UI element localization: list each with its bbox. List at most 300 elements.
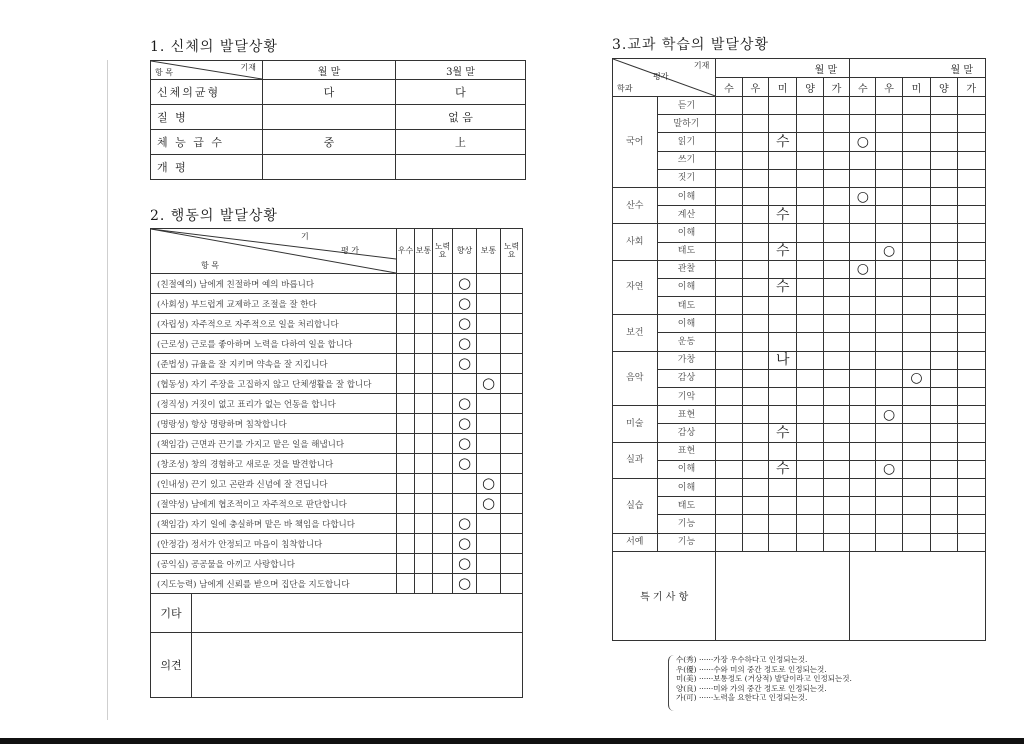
grade-cell [769, 260, 797, 278]
grade-cell [876, 169, 902, 187]
grade-cell [931, 97, 957, 115]
grade-cell [876, 442, 902, 460]
etc-label: 기타 [151, 594, 192, 632]
grade-cell [769, 369, 797, 387]
grade-cell [931, 333, 957, 351]
legend-line: 우(優) ······수와 미의 중간 정도로 인정되는것. [676, 664, 827, 674]
grade-cell [716, 497, 742, 515]
behavior-eval-cell [477, 454, 501, 474]
grade-cell [876, 297, 902, 315]
grade-cell [931, 388, 957, 406]
grade-cell [876, 187, 902, 205]
circle-mark-icon: ○ [481, 494, 496, 512]
behavior-eval-cell [453, 434, 477, 454]
grade-cell [769, 533, 797, 551]
subject-row [613, 442, 986, 460]
grade-cell [823, 388, 849, 406]
behavior-eval-cell [477, 474, 501, 494]
behavior-eval-cell [501, 354, 523, 374]
grade-cell [742, 206, 768, 224]
grade-cell [876, 478, 902, 496]
grade-cell [850, 151, 876, 169]
grade-cell [797, 478, 823, 496]
grade-cell [769, 133, 797, 151]
behavior-eval-cell [453, 574, 477, 594]
section2-corner-cell: 기 평 가 항 목 [151, 229, 397, 274]
grade-cell [931, 497, 957, 515]
behavior-eval-cell [433, 494, 453, 514]
grade-cell [797, 278, 823, 296]
subject-name: 서예 [613, 533, 658, 551]
behavior-item: (근로성) 근로를 좋아하며 노력을 다하여 일을 합니다 [151, 334, 397, 354]
circle-mark-icon: ○ [481, 474, 496, 492]
grade-cell [769, 388, 797, 406]
section1-col1-header: 월 말 [263, 61, 396, 80]
grade-cell [902, 315, 930, 333]
section1-col2-header: 3월 말 [396, 61, 526, 80]
grade-cell [716, 351, 742, 369]
behavior-eval-cell [477, 494, 501, 514]
behavior-eval-cell [433, 554, 453, 574]
behavior-eval-cell [397, 454, 415, 474]
behavior-eval-cell [453, 474, 477, 494]
behavior-row [151, 314, 523, 334]
grade-cell [742, 187, 768, 205]
grade-cell [797, 515, 823, 533]
grade-cell [957, 278, 985, 296]
grade-cell [876, 315, 902, 333]
physical-value-1 [263, 155, 396, 180]
behavior-eval-cell [501, 554, 523, 574]
subject-row [613, 133, 986, 151]
subject-item: 표현 [657, 406, 716, 424]
grade-cell [931, 478, 957, 496]
grade-cell [769, 478, 797, 496]
grade-cell [850, 388, 876, 406]
behavior-eval-cell [501, 334, 523, 354]
grade-cell [931, 351, 957, 369]
grade-mark: 수 [775, 424, 790, 441]
physical-row [151, 130, 526, 155]
grade-cell [769, 315, 797, 333]
behavior-eval-cell [433, 474, 453, 494]
grade-cell [797, 460, 823, 478]
behavior-eval-cell [415, 374, 433, 394]
grade-header: 가 [823, 78, 849, 97]
grade-cell [931, 424, 957, 442]
grade-header: 수 [716, 78, 742, 97]
subject-row [613, 333, 986, 351]
behavior-row [151, 534, 523, 554]
grade-mark: 수 [775, 243, 790, 260]
grade-cell [716, 151, 742, 169]
grade-mark: 수 [775, 461, 790, 478]
grade-cell [823, 297, 849, 315]
grade-mark: 나 [775, 352, 790, 369]
behavior-eval-cell [415, 534, 433, 554]
grade-cell [797, 169, 823, 187]
grade-cell [716, 388, 742, 406]
grade-cell [957, 442, 985, 460]
subject-row [613, 115, 986, 133]
grade-cell [716, 333, 742, 351]
section1-title: 1. 신체의 발달상황 [150, 39, 278, 55]
behavior-eval-cell [433, 414, 453, 434]
grade-cell [902, 242, 930, 260]
legend-line: 양(良) ······미와 가의 중간 정도로 인정되는것. [676, 683, 827, 693]
subject-name: 보건 [613, 315, 658, 351]
behavior-eval-cell [433, 534, 453, 554]
behavior-item: (준법성) 규율을 잘 지키며 약속을 잘 지킵니다 [151, 354, 397, 374]
behavior-eval-cell [453, 274, 477, 294]
subject-item: 태도 [657, 497, 716, 515]
legend-line: 가(可) ······노력을 요한다고 인정되는것. [676, 693, 808, 702]
grade-cell [902, 169, 930, 187]
behavior-eval-cell [433, 454, 453, 474]
physical-row-label: 개 평 [151, 155, 263, 180]
grade-cell [850, 278, 876, 296]
physical-value-2: 없 음 [396, 105, 526, 130]
grade-header: 수 [850, 78, 876, 97]
grade-cell [931, 151, 957, 169]
etc-row [151, 594, 523, 633]
grade-cell [716, 260, 742, 278]
grade-cell [769, 442, 797, 460]
physical-value-2: 上 [396, 130, 526, 155]
behavior-eval-cell [397, 554, 415, 574]
grade-cell [823, 169, 849, 187]
grade-cell [797, 242, 823, 260]
grade-cell [902, 151, 930, 169]
grade-cell [957, 206, 985, 224]
grade-cell [957, 424, 985, 442]
circle-mark-icon: ○ [883, 461, 896, 478]
behavior-eval-cell [501, 494, 523, 514]
grade-cell [742, 133, 768, 151]
subject-item: 표현 [657, 442, 716, 460]
circle-mark-icon: ○ [856, 133, 869, 150]
grade-legend [676, 655, 852, 703]
grade-cell [742, 151, 768, 169]
subject-row [613, 224, 986, 242]
subject-item: 운동 [657, 333, 716, 351]
grade-cell [797, 97, 823, 115]
grade-cell [931, 133, 957, 151]
behavior-row [151, 374, 523, 394]
circle-mark-icon: ○ [457, 454, 472, 472]
scan-bottom-edge [0, 738, 1024, 744]
subject-item: 관찰 [657, 260, 716, 278]
physical-value-1: 중 [263, 130, 396, 155]
grade-cell [957, 315, 985, 333]
grade-cell [850, 369, 876, 387]
behavior-eval-cell [397, 314, 415, 334]
grade-cell [742, 369, 768, 387]
subject-item: 감상 [657, 424, 716, 442]
grade-cell [902, 187, 930, 205]
grade-cell [902, 533, 930, 551]
subject-row [613, 242, 986, 260]
grade-cell [902, 406, 930, 424]
grade-cell [931, 115, 957, 133]
grade-cell [769, 515, 797, 533]
grade-cell [769, 169, 797, 187]
grade-cell [902, 515, 930, 533]
grade-cell [850, 224, 876, 242]
grade-cell [797, 260, 823, 278]
grade-header: 우 [876, 78, 902, 97]
grade-cell [876, 97, 902, 115]
physical-value-2 [396, 155, 526, 180]
behavior-eval-cell [397, 374, 415, 394]
behavior-eval-cell [433, 374, 453, 394]
behavior-eval-cell [501, 474, 523, 494]
subject-name: 사회 [613, 224, 658, 260]
subject-row [613, 478, 986, 496]
behavior-eval-cell [453, 394, 477, 414]
behavior-eval-cell [477, 574, 501, 594]
grade-cell [957, 242, 985, 260]
grade-cell [876, 424, 902, 442]
grade-cell [823, 333, 849, 351]
grade-cell [957, 351, 985, 369]
behavior-item: (협동성) 자기 주장을 고집하지 않고 단체생활을 잘 합니다 [151, 374, 397, 394]
grade-cell [716, 278, 742, 296]
behavior-row [151, 434, 523, 454]
grade-cell [876, 278, 902, 296]
behavior-eval-cell [477, 554, 501, 574]
grade-cell [931, 442, 957, 460]
behavior-eval-cell [415, 574, 433, 594]
grade-cell [769, 278, 797, 296]
grade-cell [902, 224, 930, 242]
grade-cell [876, 460, 902, 478]
grade-cell [957, 333, 985, 351]
grade-cell [850, 242, 876, 260]
grade-cell [876, 206, 902, 224]
grade-cell [797, 297, 823, 315]
behavior-row [151, 414, 523, 434]
grade-cell [957, 133, 985, 151]
eval-col-header: 노력요 [501, 229, 523, 274]
grade-cell [902, 260, 930, 278]
month1-header: 월 말 [716, 59, 850, 78]
grade-cell [823, 497, 849, 515]
subject-row [613, 278, 986, 296]
grade-mark: 수 [775, 206, 790, 223]
behavior-eval-cell [501, 414, 523, 434]
grade-cell [957, 388, 985, 406]
behavior-row [151, 334, 523, 354]
behavior-eval-cell [477, 334, 501, 354]
subject-name: 미술 [613, 406, 658, 442]
grade-header: 미 [769, 78, 797, 97]
circle-mark-icon: ○ [457, 394, 472, 412]
physical-row-label: 체 능 급 수 [151, 130, 263, 155]
behavior-item: (절약성) 남에게 협조적이고 자주적으로 판단합니다 [151, 494, 397, 514]
grade-cell [902, 351, 930, 369]
physical-value-1 [263, 105, 396, 130]
grade-cell [823, 242, 849, 260]
grade-cell [957, 224, 985, 242]
subject-row [613, 460, 986, 478]
grade-cell [823, 460, 849, 478]
grade-cell [902, 424, 930, 442]
subject-item: 감상 [657, 369, 716, 387]
behavior-eval-cell [397, 474, 415, 494]
behavior-eval-cell [433, 314, 453, 334]
grade-cell [716, 224, 742, 242]
grade-cell [716, 97, 742, 115]
grade-cell [957, 260, 985, 278]
subject-item: 태도 [657, 242, 716, 260]
grade-cell [876, 224, 902, 242]
behavior-row [151, 274, 523, 294]
subject-row [613, 351, 986, 369]
grade-header: 미 [902, 78, 930, 97]
grade-cell [957, 478, 985, 496]
subject-name: 실습 [613, 478, 658, 533]
grade-cell [957, 406, 985, 424]
grade-cell [742, 278, 768, 296]
grade-cell [823, 369, 849, 387]
subject-row [613, 206, 986, 224]
grade-cell [716, 187, 742, 205]
grade-cell [931, 187, 957, 205]
grade-cell [931, 278, 957, 296]
subject-item: 듣기 [657, 97, 716, 115]
behavior-eval-cell [415, 354, 433, 374]
eval-col-header: 향상 [453, 229, 477, 274]
physical-row-label: 질 병 [151, 105, 263, 130]
behavior-eval-cell [477, 374, 501, 394]
grade-cell [902, 133, 930, 151]
behavior-item: (명랑성) 항상 명랑하며 침착합니다 [151, 414, 397, 434]
grade-cell [797, 333, 823, 351]
grade-cell [797, 388, 823, 406]
behavior-eval-cell [453, 314, 477, 334]
grade-cell [876, 115, 902, 133]
grade-header: 양 [797, 78, 823, 97]
grade-cell [742, 224, 768, 242]
behavior-eval-cell [415, 294, 433, 314]
grade-cell [850, 424, 876, 442]
grade-cell [931, 297, 957, 315]
notes-label: 특 기 사 항 [613, 551, 716, 640]
behavior-eval-cell [415, 434, 433, 454]
section1-corner-cell: 기재 항 목 [151, 61, 263, 80]
grade-cell [876, 369, 902, 387]
subject-row [613, 297, 986, 315]
grade-cell [957, 297, 985, 315]
grade-cell [931, 260, 957, 278]
behavior-eval-cell [433, 294, 453, 314]
grade-cell [850, 315, 876, 333]
physical-row [151, 155, 526, 180]
grade-cell [716, 460, 742, 478]
behavior-eval-cell [453, 494, 477, 514]
behavior-eval-cell [477, 314, 501, 334]
section3-title: 3.교과 학습의 발달상황 [612, 37, 769, 53]
grade-cell [742, 315, 768, 333]
behavior-eval-cell [501, 454, 523, 474]
behavior-eval-cell [501, 574, 523, 594]
grade-cell [716, 115, 742, 133]
grade-cell [823, 97, 849, 115]
grade-cell [797, 424, 823, 442]
grade-cell [823, 260, 849, 278]
grade-cell [716, 478, 742, 496]
subject-row [613, 497, 986, 515]
grade-cell [797, 369, 823, 387]
grade-cell [876, 260, 902, 278]
physical-row-label: 신체의균형 [151, 80, 263, 105]
behavior-item: (창조성) 창의 경험하고 새로운 것을 발견합니다 [151, 454, 397, 474]
grade-cell [902, 115, 930, 133]
circle-mark-icon: ○ [856, 261, 869, 278]
grade-cell [823, 442, 849, 460]
grade-cell [876, 533, 902, 551]
behavior-eval-cell [501, 514, 523, 534]
behavior-eval-cell [453, 374, 477, 394]
grade-cell [716, 424, 742, 442]
grade-cell [850, 333, 876, 351]
eval-col-header: 노력요 [433, 229, 453, 274]
grade-cell [902, 460, 930, 478]
month2-header: 월 말 [850, 59, 986, 78]
behavior-eval-cell [433, 334, 453, 354]
grade-cell [902, 97, 930, 115]
grade-cell [876, 515, 902, 533]
grade-cell [957, 169, 985, 187]
grade-cell [742, 297, 768, 315]
grade-cell [931, 206, 957, 224]
circle-mark-icon: ○ [457, 274, 472, 292]
grade-cell [957, 533, 985, 551]
grade-cell [902, 333, 930, 351]
behavior-eval-cell [477, 514, 501, 534]
behavior-eval-cell [453, 554, 477, 574]
section2-title: 2. 행동의 발달상황 [150, 208, 278, 224]
subject-item: 태도 [657, 297, 716, 315]
behavior-eval-cell [397, 394, 415, 414]
subject-row [613, 315, 986, 333]
behavior-item: (안정감) 정서가 안정되고 마음이 침착합니다 [151, 534, 397, 554]
subject-row [613, 515, 986, 533]
grade-cell [742, 497, 768, 515]
grade-cell [850, 260, 876, 278]
grade-cell [769, 224, 797, 242]
grade-cell [931, 224, 957, 242]
grade-cell [850, 478, 876, 496]
behavior-eval-cell [397, 274, 415, 294]
grade-cell [850, 169, 876, 187]
grade-cell [876, 406, 902, 424]
grade-cell [742, 460, 768, 478]
grade-cell [769, 187, 797, 205]
grade-cell [850, 406, 876, 424]
behavior-row [151, 474, 523, 494]
behavior-eval-cell [453, 294, 477, 314]
grade-cell [769, 497, 797, 515]
grade-cell [797, 151, 823, 169]
grade-cell [742, 169, 768, 187]
circle-mark-icon: ○ [457, 514, 472, 532]
subject-row [613, 369, 986, 387]
grade-cell [902, 388, 930, 406]
behavior-eval-cell [397, 494, 415, 514]
subject-row [613, 406, 986, 424]
